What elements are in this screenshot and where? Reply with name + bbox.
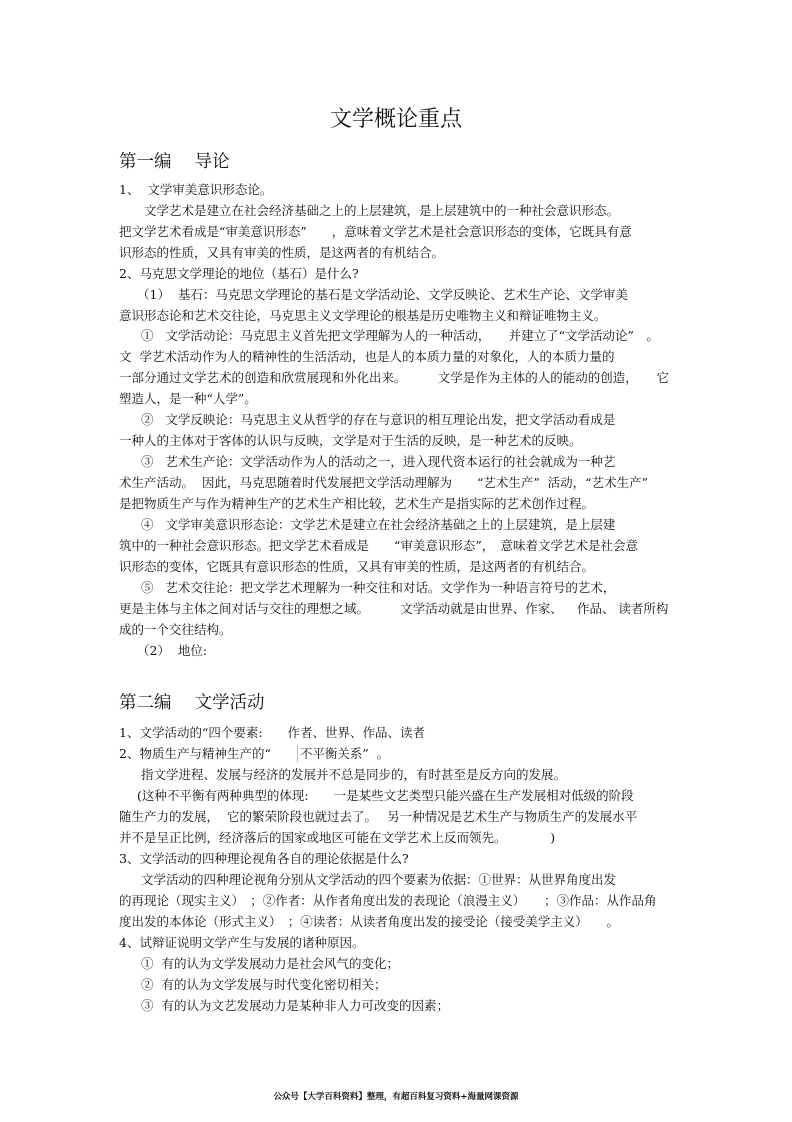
s1-line-15: 术生产活动。 因此，马克思随着时代发展把文学活动理解为 “艺术生产” 活动，“艺术生产” bbox=[119, 475, 648, 490]
page-title: 文学概论重点 bbox=[329, 107, 462, 132]
s2-line-10: 度出发的本体论（形式主义） ；④读者：从读者角度出发的接受论（接受美学主义） 。 bbox=[119, 914, 620, 929]
s1-line-1: 1、 文学审美意识形态论。 bbox=[119, 182, 273, 197]
s2-line-5: 随生产力的发展， 它的繁荣阶段也就过去了。 另一种情况是艺术生产与物质生产的发展水平 bbox=[119, 809, 638, 824]
s2-line-2: 2、物质生产与精神生产的“ 不平衡关系” 。 bbox=[119, 746, 390, 761]
s2-line-13: ② 有的认为文学发展与时代变化密切相关； bbox=[141, 977, 387, 992]
s1-line-6: （1） 基石：马克思文学理论的基石是文学活动论、文学反映论、艺术生产论、文学审美 bbox=[137, 287, 628, 302]
s1-line-7: 意识形态论和艺术交往论，马克思主义文学理论的根基是历史唯物主义和辩证唯物主义。 bbox=[119, 308, 607, 323]
s2-line-1: 1、文学活动的“四个要素: 作者、世界、作品、读者 bbox=[119, 725, 426, 740]
s1-line-20: ⑤ 艺术交往论：把文学艺术理解为一种交往和对话。文学作为一种语言符号的艺术， bbox=[141, 580, 616, 595]
s2-line-14: ③ 有的认为文艺发展动力是某种非人力可改变的因素； bbox=[141, 998, 449, 1013]
s1-line-16: 是把物质生产与作为精神生产的艺术生产相比较，艺术生产是指实际的艺术创作过程。 bbox=[119, 496, 595, 511]
section-2-heading: 第二编 文学活动 bbox=[119, 693, 265, 713]
s1-line-12: ② 文学反映论：马克思主义从哲学的存在与意识的相互理论出发，把文学活动看成是 bbox=[141, 412, 616, 427]
s1-line-18: 筑中的一种社会意识形态。把文学艺术看成是 “审美意识形态”， 意味着文学艺术是社会意 bbox=[119, 538, 639, 553]
s1-line-14: ③ 艺术生产论：文学活动作为人的活动之一，进入现代资本运行的社会就成为一种艺 bbox=[141, 454, 616, 469]
s2-line-11: 4、试辩证说明文学产生与发展的诸种原因。 bbox=[119, 935, 365, 950]
footer-note: 公众号【大学百科资料】整理，有超百科复习资料+海量网课资源 bbox=[273, 1092, 519, 1102]
s2-line-3: 指文学进程、发展与经济的发展并不总是同步的，有时甚至是反方向的发展。 bbox=[141, 767, 567, 782]
s1-line-8: ① 文学活动论：马克思主义首先把文学理解为人的一种活动， 并建立了“文学活动论” 。 bbox=[141, 328, 659, 343]
s1-line-9: 文 学艺术活动作为人的精神性的生活活动，也是人的本质力量的对象化，人的本质力量的 bbox=[119, 349, 615, 364]
s1-line-4: 识形态的性质，又具有审美的性质，是这两者的有机结合。 bbox=[119, 245, 445, 260]
s2-line-9: 的再现论（现实主义） ；②作者：从作者角度出发的表现论（浪漫主义） ；③作品：从作品角 bbox=[119, 893, 657, 908]
s1-line-22: 成的一个交往结构。 bbox=[119, 622, 232, 637]
s2-line-6: 并不是呈正比例，经济落后的国家或地区可能在文学艺术上反而领先。 ) bbox=[119, 830, 556, 845]
s1-line-19: 识形态的变体，它既具有意识形态的性质，又具有审美的性质，是这两者的有机结合。 bbox=[119, 559, 595, 574]
s2-line-4: (这种不平衡有两种典型的体现: 一是某些文艺类型只能兴盛在生产发展相对低级的阶段 bbox=[137, 788, 634, 803]
s1-line-23: （2） 地位: bbox=[137, 643, 208, 658]
s2-line-8: 文学活动的四种理论视角分别从文学活动的四个要素为依据：①世界：从世界角度出发 bbox=[141, 872, 617, 887]
s1-line-5: 2、马克思文学理论的地位（基石）是什么? bbox=[119, 266, 359, 281]
s1-line-10: 一部分通过文学艺术的创造和欣赏展现和外化出来。 文学是作为主体的人的能动的创造， 它 bbox=[119, 370, 670, 385]
s1-line-3: 把文学艺术看成是“审美意识形态” ，意味着文学艺术是社会意识形态的变体，它既具有意 bbox=[119, 224, 632, 239]
s1-line-17: ④ 文学审美意识形态论：文学艺术是建立在社会经济基础之上的上层建筑，是上层建 bbox=[141, 517, 616, 532]
s1-line-2: 文学艺术是建立在社会经济基础之上的上层建筑，是上层建筑中的一种社会意识形态。 bbox=[119, 203, 620, 218]
s2-line-7: 3、文学活动的四种理论视角各自的理论依据是什么? bbox=[119, 851, 409, 866]
s1-line-21: 更是主体与主体之间对话与交往的理想之域。 文学活动就是由世界、作家、 作品、 读者所构 bbox=[119, 601, 669, 616]
s1-line-11: 塑造人，是一种“人学”。 bbox=[119, 391, 257, 406]
section-1-heading: 第一编 导论 bbox=[119, 152, 230, 172]
s2-line-12: ① 有的认为文学发展动力是社会风气的变化； bbox=[141, 956, 399, 971]
s1-line-13: 一种人的主体对于客体的认识与反映，文学是对于生活的反映，是一种艺术的反映。 bbox=[119, 433, 582, 448]
